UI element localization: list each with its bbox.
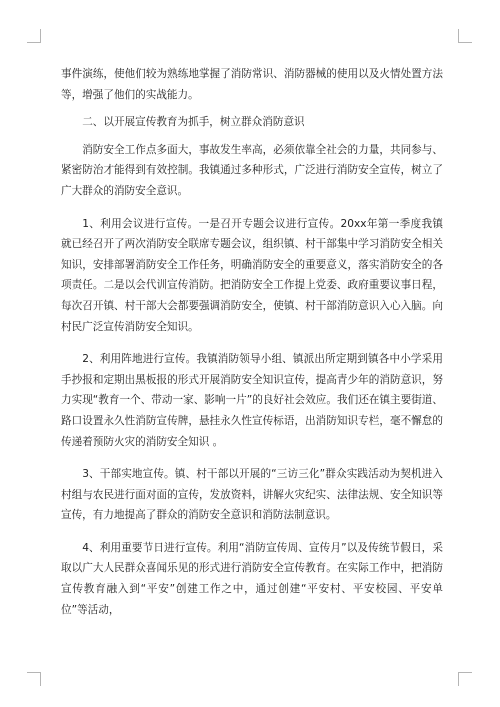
paragraph-continued-intro: 事件演练，使他们较为熟练地掌握了消防常识、消防器械的使用以及火情处置方法等，增强了他们的实战能力。: [61, 68, 443, 101]
crop-mark-top-left-vertical: [40, 29, 41, 43]
paragraph-item-4: 4、利用重要节日进行宣传。利用“消防宣传周、宣传月”以及传统节假日，采取以广大人民群众喜闻乐见的形式进行消防安全宣传教育。在实际工作中，把消防宣传教育融入到“平安”创建工作之中，通过创建“平安村、平安校园、平安单位”等活动，: [61, 541, 443, 616]
crop-mark-top-right-horizontal: [458, 42, 472, 43]
document-body: [61, 64, 443, 620]
crop-mark-bottom-right-vertical: [458, 672, 459, 686]
crop-mark-top-right-vertical: [458, 29, 459, 43]
paragraph-item-1: 1、利用会议进行宣传。一是召开专题会议进行宣传。20xx年第一季度我镇就已经召开了两次消防安全联席专题会议，组织镇、村干部集中学习消防安全相关知识，安排部署消防安全工作任务，明确消防安全的重要意义，落实消防安全的各项责任。二是以会代训宣传消防。把消防安全工作提上党委、政府重要议事日程，每次召开镇、村干部大会都要强调消防安全，使镇、村干部消防意识入心入脑。向村民广泛宣传消防安全知识。: [61, 217, 443, 333]
section-heading: 二、以开展宣传教育为抓手，树立群众消防意识: [82, 116, 305, 129]
crop-mark-bottom-right-horizontal: [458, 672, 472, 673]
crop-mark-bottom-left-horizontal: [27, 672, 41, 673]
paragraph-item-2: 2、利用阵地进行宣传。我镇消防领导小组、镇派出所定期到镇各中小学采用手抄报和定期出黑板报的形式开展消防安全知识宣传，提高青少年的消防意识，努力实现“教育一个、带动一家、影响一片”的良好社会效应。我们还在镇主要街道、路口设置永久性消防宣传牌，悬挂永久性宣传标语，出消防知识专栏，毫不懈怠的传递着预防火灾的消防安全知识 。: [61, 353, 443, 448]
crop-mark-bottom-left-vertical: [40, 672, 41, 686]
paragraph-item-3: 3、干部实地宣传。镇、村干部以开展的“三访三化”群众实践活动为契机进入村组与农民进行面对面的宣传，发放资料，讲解火灾纪实、法律法规、安全知识等宣传，有力地提高了群众的消防安全意识和消防法制意识。: [61, 468, 443, 522]
crop-mark-top-left-horizontal: [27, 42, 41, 43]
paragraph-overview: 消防安全工作点多面大，事故发生率高，必须依靠全社会的力量，共同参与、紧密防治才能得到有效控制。我镇通过多种形式，广泛进行消防安全宣传，树立了广大群众的消防安全意识。: [61, 143, 443, 197]
